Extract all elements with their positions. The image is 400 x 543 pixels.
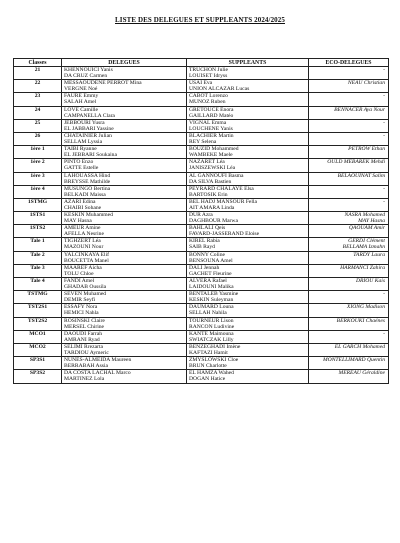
class-cell: TST2S2 xyxy=(14,317,62,330)
delegue-name: MESSAOUDENE PERROT Mina xyxy=(64,80,142,87)
table-row xyxy=(14,251,389,264)
eco-delegue-name: PETROW Ethan xyxy=(348,146,385,153)
delegue-name: BERRABAH Assia xyxy=(64,363,108,370)
class-cell: TSTMG xyxy=(14,291,62,304)
suppleant-name: DAUMARD Louna xyxy=(189,304,234,311)
table-row xyxy=(14,343,389,356)
delegue-name: ROSINSKI Claire xyxy=(64,317,105,324)
eco-delegue-name: - xyxy=(383,185,385,192)
eco-delegue-name: - xyxy=(383,291,385,298)
table-row xyxy=(14,159,389,172)
suppleant-name: CABOT Lorenzo xyxy=(189,93,228,100)
delegue-name: MAZOUNI Nour xyxy=(64,244,104,251)
table-row xyxy=(14,67,389,80)
suppleant-cell xyxy=(187,251,309,264)
delegue-name: KHENNOUICI Yanis xyxy=(64,67,113,73)
delegue-name: FAURE Emmy xyxy=(64,93,99,100)
delegue-name: VERGNE Noé xyxy=(64,86,98,93)
suppleant-name: AL GANNOUFI Basma xyxy=(189,172,244,179)
suppleant-cell xyxy=(187,80,309,93)
delegue-cell xyxy=(62,291,187,304)
class-cell: 1ère 1 xyxy=(14,146,62,159)
delegue-name: BELKADI Maissa xyxy=(64,191,106,198)
table-row xyxy=(14,330,389,343)
delegue-name: ESSAFY Nora xyxy=(64,304,98,311)
suppleant-name: GAILLARD Matéo xyxy=(189,112,234,119)
suppleant-cell xyxy=(187,357,309,370)
delegue-cell xyxy=(62,278,187,291)
delegue-name: CHAIBI Sohane xyxy=(64,204,102,211)
eco-delegue-name: EL GARCH Mohamed xyxy=(334,343,385,350)
eco-delegue-name: QAOUAM Amir xyxy=(348,225,385,232)
eco-delegue-cell xyxy=(309,225,389,238)
table-row xyxy=(14,304,389,317)
delegue-name: EL JABBARI Yassine xyxy=(64,125,114,132)
delegue-name: TAIBI Ryanne xyxy=(64,146,97,153)
eco-delegue-name: BELAOUINAT Salim xyxy=(337,172,385,179)
table-row xyxy=(14,238,389,251)
suppleant-name: MUNOZ Ruben xyxy=(189,99,226,106)
delegue-name: DAOUDI Farrah xyxy=(64,330,103,337)
delegue-name: DA COSTA LACHAL Marco xyxy=(64,370,131,377)
suppleant-name: LOUISET Idryss xyxy=(189,73,228,79)
suppleant-name: AIT AMARA Linda xyxy=(189,204,235,211)
suppleant-name: KIREL Rabia xyxy=(189,238,220,245)
eco-delegue-name: MAY Hasna xyxy=(358,218,385,225)
delegue-name: YALCINKAYA Elif xyxy=(64,251,110,258)
class-cell: 23 xyxy=(14,93,62,106)
table-row xyxy=(14,80,389,93)
suppleant-name: GRETOUCE Enora xyxy=(189,106,234,113)
suppleant-name: BARTOSIK Erin xyxy=(189,191,228,198)
eco-delegue-cell xyxy=(309,146,389,159)
delegue-name: CAMPANELLA Clara xyxy=(64,112,115,119)
table-row xyxy=(14,225,389,238)
delegue-name: HEMICI Nahla xyxy=(64,310,99,317)
class-cell: Tale 2 xyxy=(14,251,62,264)
eco-delegue-cell xyxy=(309,317,389,330)
eco-delegue-name: OULD MEBAREK Mehdi xyxy=(327,159,385,166)
suppleant-name: WAMBEKE Maele xyxy=(189,152,233,159)
table-row xyxy=(14,264,389,277)
class-cell: MCO2 xyxy=(14,343,62,356)
class-cell: 1STMG xyxy=(14,198,62,211)
suppleant-name: USAI Eva xyxy=(189,80,213,87)
eco-delegue-cell xyxy=(309,357,389,370)
suppleant-cell xyxy=(187,212,309,225)
delegue-cell xyxy=(62,238,187,251)
class-cell: 21 xyxy=(14,67,62,80)
delegue-cell xyxy=(62,146,187,159)
eco-delegue-cell xyxy=(309,198,389,211)
eco-delegue-cell xyxy=(309,172,389,185)
delegue-cell xyxy=(62,119,187,132)
class-cell: 24 xyxy=(14,106,62,119)
suppleant-name: TOURNEUR Lison xyxy=(189,317,234,324)
eco-delegue-cell xyxy=(309,80,389,93)
suppleant-cell xyxy=(187,317,309,330)
delegue-cell xyxy=(62,212,187,225)
eco-delegue-name: - xyxy=(383,198,385,205)
suppleant-name: DA SILVA Bastien xyxy=(189,178,232,185)
delegue-cell xyxy=(62,185,187,198)
suppleant-name: BENZEGHADI Imène xyxy=(189,343,241,350)
delegue-name: KESKIN Muhammed xyxy=(64,212,113,219)
suppleant-cell xyxy=(187,330,309,343)
delegue-name: TOLU Chloe xyxy=(64,270,94,277)
delegue-name: PINTO Enzo xyxy=(64,159,94,166)
table-row xyxy=(14,106,389,119)
delegue-name: CHATAINIER Julian xyxy=(64,132,112,139)
delegue-name: SELLAM Lyssia xyxy=(64,138,103,145)
eco-delegue-cell xyxy=(309,370,389,383)
header-eco-delegues: ECO-DELEGUES xyxy=(309,59,389,67)
suppleant-cell xyxy=(187,238,309,251)
class-cell: 25 xyxy=(14,119,62,132)
delegue-cell xyxy=(62,132,187,145)
eco-delegue-name: NEAU Christian xyxy=(347,80,385,87)
delegue-name: SALAH Amel xyxy=(64,99,97,106)
class-cell: 1STS1 xyxy=(14,212,62,225)
delegue-cell xyxy=(62,317,187,330)
delegue-cell xyxy=(62,304,187,317)
delegue-name: SELIMI Rrezarta xyxy=(64,343,103,350)
table-body xyxy=(14,67,389,384)
suppleant-name: UNION ALCAZAR Lucas xyxy=(189,86,250,93)
delegue-name: MARTINEZ Lola xyxy=(64,376,105,383)
suppleant-name: KANTE Maimouna xyxy=(189,330,234,337)
eco-delegue-name: - xyxy=(383,330,385,337)
suppleant-name: JANISZEWSKI Léa xyxy=(189,165,236,172)
delegue-cell xyxy=(62,106,187,119)
delegue-name: AFELLA Nesrine xyxy=(64,231,104,238)
class-cell: 1STS2 xyxy=(14,225,62,238)
delegue-name: SEVEN Muhamed xyxy=(64,291,107,298)
class-cell: 1ère 2 xyxy=(14,159,62,172)
eco-delegue-cell xyxy=(309,330,389,343)
eco-delegue-name: BENNACER Aya Nour xyxy=(334,106,385,113)
delegue-name: MUSUNGO Bertina xyxy=(64,185,111,192)
table-row xyxy=(14,146,389,159)
table-row xyxy=(14,370,389,383)
suppleant-name: SAIB Rayd xyxy=(189,244,215,251)
eco-delegue-name: DRIOU Kais xyxy=(355,278,385,284)
suppleant-cell xyxy=(187,291,309,304)
eco-delegue-cell xyxy=(309,278,389,291)
delegue-name: MAAREF Aicha xyxy=(64,264,102,271)
suppleant-cell xyxy=(187,159,309,172)
eco-delegue-cell xyxy=(309,343,389,356)
suppleant-name: REY Selena xyxy=(189,138,217,145)
eco-delegue-name: - xyxy=(383,119,385,126)
delegue-name: AZARI Edina xyxy=(64,198,96,205)
delegue-cell xyxy=(62,264,187,277)
suppleant-cell xyxy=(187,278,309,291)
class-cell: 1ère 3 xyxy=(14,172,62,185)
table-row xyxy=(14,212,389,225)
table-row xyxy=(14,119,389,132)
eco-delegue-name: MEREAU Géraldine xyxy=(338,370,385,377)
suppleant-cell xyxy=(187,304,309,317)
delegue-cell xyxy=(62,370,187,383)
eco-delegue-cell xyxy=(309,119,389,132)
suppleant-name: BENTALEB Yasmine xyxy=(189,291,239,298)
delegue-cell xyxy=(62,159,187,172)
suppleant-name: BOUZID Mohammed xyxy=(189,146,239,153)
eco-delegue-cell xyxy=(309,251,389,264)
suppleant-name: VIGNAL Emma xyxy=(189,119,227,126)
class-cell: 26 xyxy=(14,132,62,145)
delegates-table xyxy=(13,58,389,384)
class-cell: Tale 4 xyxy=(14,278,62,291)
table-row xyxy=(14,278,389,291)
eco-delegue-cell xyxy=(309,67,389,80)
suppleant-name: RANCON Ludivine xyxy=(189,323,235,330)
table-row xyxy=(14,291,389,304)
delegue-cell xyxy=(62,93,187,106)
suppleant-name: KAFTAZI Hamit xyxy=(189,349,228,356)
eco-delegue-cell xyxy=(309,132,389,145)
suppleant-name: PEYRARD CHALAYE Elsa xyxy=(189,185,254,192)
eco-delegue-cell xyxy=(309,291,389,304)
delegue-name: FANDI Amel xyxy=(64,278,95,284)
eco-delegue-name: NASRA Mohamed xyxy=(344,212,385,219)
suppleant-name: BRUN Charlotte xyxy=(189,363,227,370)
eco-delegue-cell xyxy=(309,238,389,251)
suppleant-cell xyxy=(187,264,309,277)
class-cell: TST2S1 xyxy=(14,304,62,317)
class-cell: SP3S1 xyxy=(14,357,62,370)
suppleant-name: SWIATCZAK Lilly xyxy=(189,336,234,343)
class-cell: MCO1 xyxy=(14,330,62,343)
suppleant-name: FAVARD-JASSERAND Eloise xyxy=(189,231,260,238)
suppleant-name: BLACHIER Martin xyxy=(189,132,234,139)
table-header-row xyxy=(14,59,389,67)
eco-delegue-name: - xyxy=(383,93,385,100)
delegue-name: AMRANI Ryad xyxy=(64,336,100,343)
page-title: LISTE DES DELEGUES ET SUPPLEANTS 2024/2025 xyxy=(115,16,285,24)
suppleant-name: KESKIN Suleyman xyxy=(189,297,234,304)
suppleant-name: ALVERA Rafael xyxy=(189,278,227,284)
eco-delegue-name: TARDY Laura xyxy=(353,251,385,258)
header-suppleants: SUPPLEANTS xyxy=(187,59,309,67)
header-classes: Classes xyxy=(14,59,62,67)
suppleant-cell xyxy=(187,225,309,238)
suppleant-name: BAHLALI Qeis xyxy=(189,225,226,232)
delegue-name: LOVE Camille xyxy=(64,106,99,113)
suppleant-cell xyxy=(187,172,309,185)
header-delegues: DELEGUES xyxy=(62,59,187,67)
suppleant-name: GACHET Fleurine xyxy=(189,270,232,277)
suppleant-name: DOGAN Hatice xyxy=(189,376,226,383)
class-cell: Tale 1 xyxy=(14,238,62,251)
eco-delegue-name: - xyxy=(383,67,385,73)
suppleant-cell xyxy=(187,370,309,383)
suppleant-cell xyxy=(187,67,309,80)
eco-delegue-cell xyxy=(309,212,389,225)
delegue-cell xyxy=(62,251,187,264)
suppleant-name: TRUCHON Julie xyxy=(189,67,229,73)
class-cell: 1ère 4 xyxy=(14,185,62,198)
table-row xyxy=(14,198,389,211)
eco-delegue-name: HARMANCI Zahira xyxy=(340,264,385,271)
delegue-name: GHADAB Oussila xyxy=(64,284,107,290)
suppleant-cell xyxy=(187,93,309,106)
suppleant-cell xyxy=(187,106,309,119)
eco-delegue-cell xyxy=(309,185,389,198)
suppleant-cell xyxy=(187,185,309,198)
table-row xyxy=(14,172,389,185)
delegue-cell xyxy=(62,225,187,238)
delegue-cell xyxy=(62,67,187,80)
suppleant-name: BONNY Coline xyxy=(189,251,225,258)
class-cell: 22 xyxy=(14,80,62,93)
delegue-cell xyxy=(62,343,187,356)
class-cell: Tale 3 xyxy=(14,264,62,277)
suppleant-name: NAZARET Léa xyxy=(189,159,225,166)
delegue-name: NUNES-ALMEIDA Maureen xyxy=(64,357,132,364)
suppleant-name: DAGHBOUR Marwa xyxy=(189,218,238,225)
table-row xyxy=(14,132,389,145)
delegue-name: DA CRUZ Carmen xyxy=(64,73,108,79)
eco-delegue-cell xyxy=(309,93,389,106)
suppleant-name: LAIDOUNI Malika xyxy=(189,284,234,290)
delegue-name: AMEUR Amine xyxy=(64,225,101,232)
suppleant-name: DUR Azra xyxy=(189,212,213,219)
delegue-name: EL JEBBARI Soukaina xyxy=(64,152,117,159)
eco-delegue-name: GERDI Clément xyxy=(348,238,385,245)
eco-delegue-cell xyxy=(309,106,389,119)
suppleant-cell xyxy=(187,343,309,356)
delegue-cell xyxy=(62,80,187,93)
eco-delegue-cell xyxy=(309,159,389,172)
eco-delegue-name: XIONG Madison xyxy=(346,304,385,311)
class-cell: SP3S2 xyxy=(14,370,62,383)
delegue-name: TIGHZERT Léa xyxy=(64,238,101,245)
delegue-name: DEMIR Seyfi xyxy=(64,297,96,304)
suppleant-name: EL HAMZA Wahed xyxy=(189,370,234,377)
suppleant-name: ZMYSLOWSKI Cloe xyxy=(189,357,239,364)
table-row xyxy=(14,317,389,330)
delegue-cell xyxy=(62,357,187,370)
delegue-cell xyxy=(62,198,187,211)
delegue-name: BOUCETTA Manel xyxy=(64,257,109,264)
delegue-name: TARDIOU Aymeric xyxy=(64,349,109,356)
delegue-name: BREYSSE Mathilde xyxy=(64,178,111,185)
delegue-name: GATTE Estelle xyxy=(64,165,99,172)
delegue-name: JEBBOURI Yusra xyxy=(64,119,105,126)
delegue-name: LAHOUASSA Hind xyxy=(64,172,111,179)
table-row xyxy=(14,357,389,370)
suppleant-name: BENSOUNA Amel xyxy=(189,257,233,264)
suppleant-name: DALI Jennah xyxy=(189,264,220,271)
suppleant-name: LOUCHENE Yanis xyxy=(189,125,233,132)
table-row xyxy=(14,93,389,106)
suppleant-cell xyxy=(187,146,309,159)
suppleant-name: SELLAH Nahila xyxy=(189,310,227,317)
eco-delegue-name: BERKOUKI Chaénes xyxy=(336,317,385,324)
eco-delegue-cell xyxy=(309,304,389,317)
delegue-cell xyxy=(62,172,187,185)
eco-delegue-name: - xyxy=(383,132,385,139)
suppleant-name: BEL HADJ MANSOUR Fella xyxy=(189,198,258,205)
suppleant-cell xyxy=(187,132,309,145)
eco-delegue-cell xyxy=(309,264,389,277)
delegue-name: MERSEL Chirine xyxy=(64,323,105,330)
delegue-cell xyxy=(62,330,187,343)
delegue-name: MAY Hasna xyxy=(64,218,92,225)
suppleant-cell xyxy=(187,119,309,132)
suppleant-cell xyxy=(187,198,309,211)
eco-delegue-name: MONTELLIMARD Quentin xyxy=(323,357,385,364)
eco-delegue-name: BELLAMA Izmahn xyxy=(342,244,385,251)
table-row xyxy=(14,185,389,198)
